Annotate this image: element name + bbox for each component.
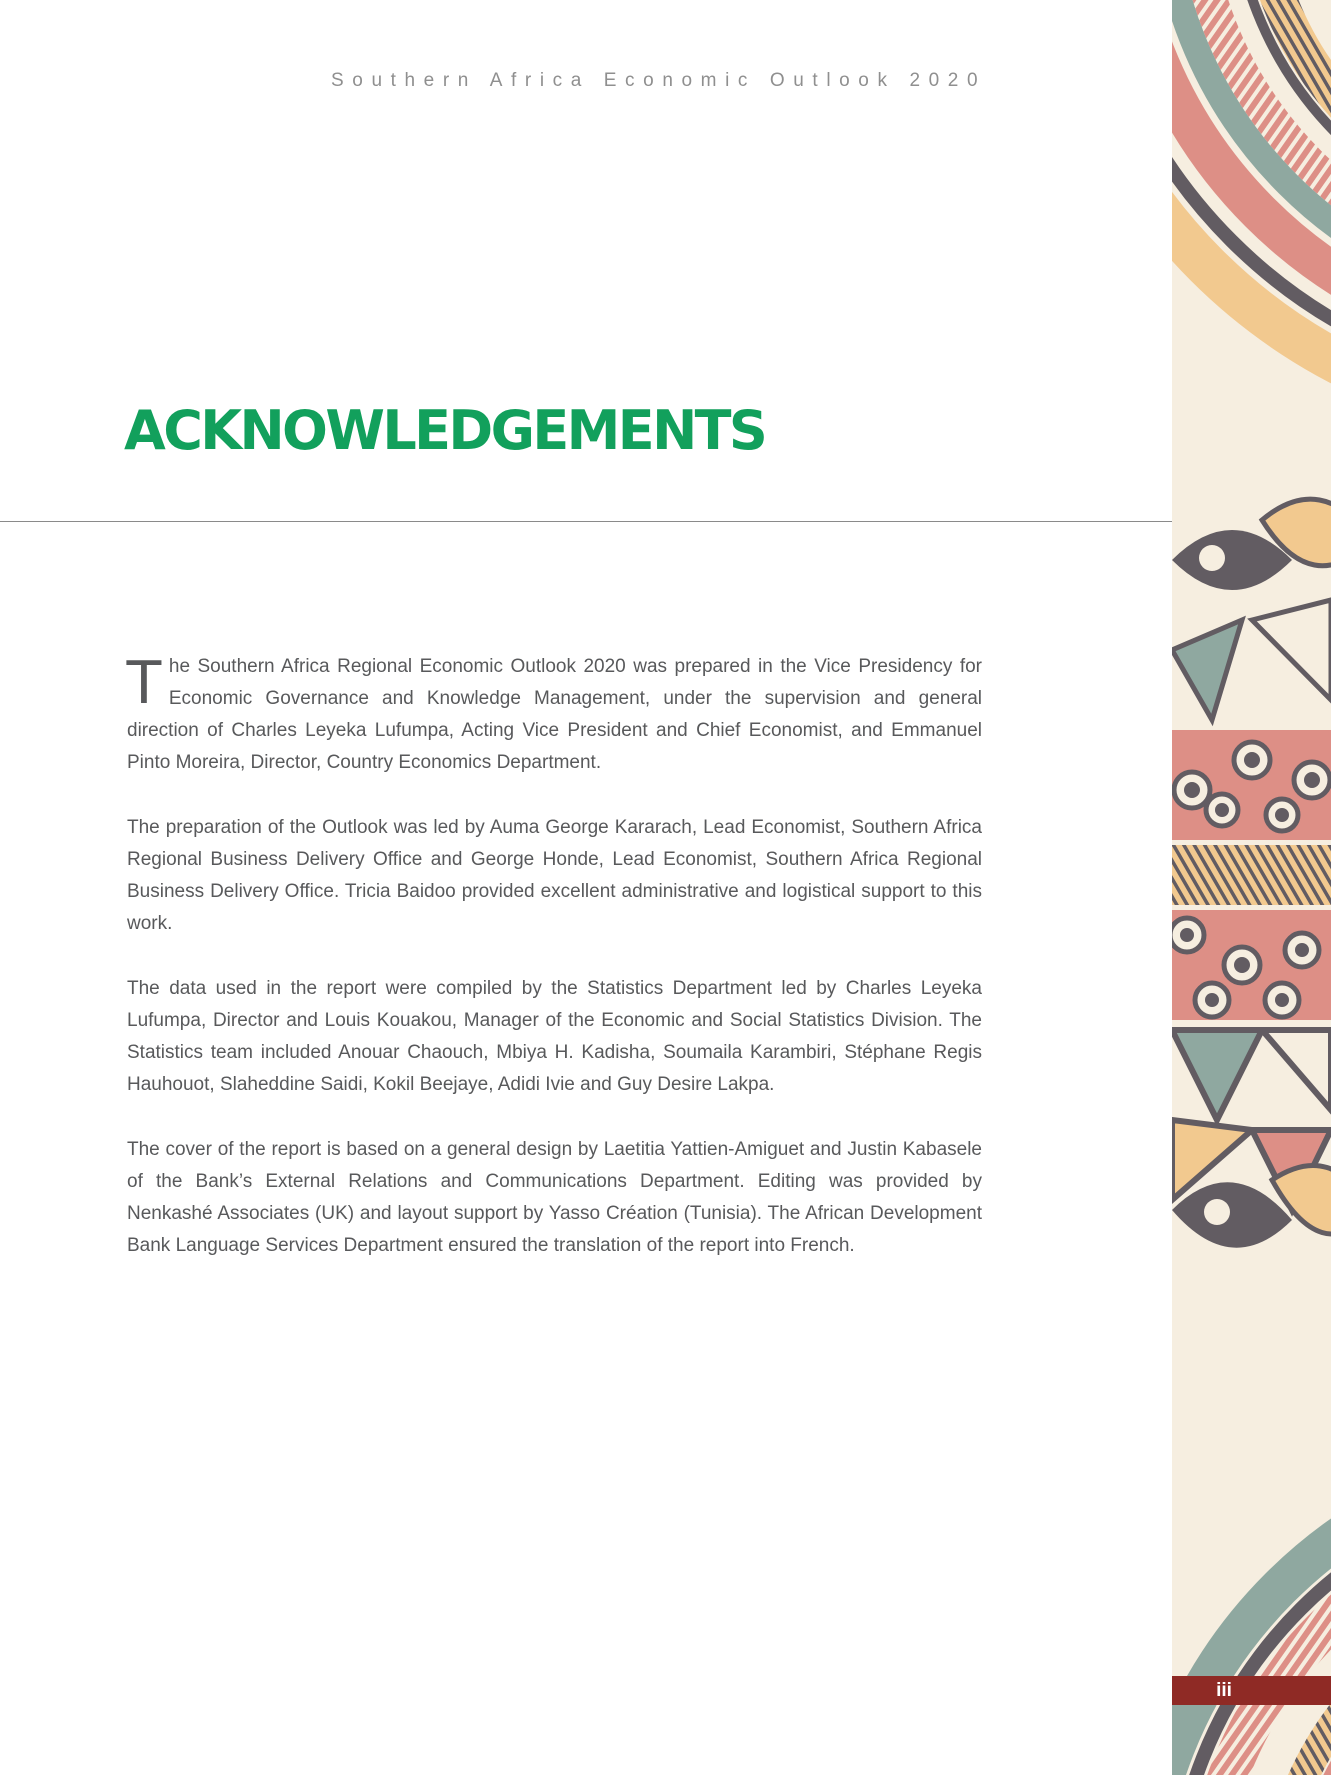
page-number: iii <box>1216 1680 1232 1701</box>
decorative-pattern-strip <box>1172 0 1331 1775</box>
tribal-pattern-image <box>1172 0 1331 1775</box>
paragraph-3: The data used in the report were compiled by the Statistics Department led by Charles Leyeka Lufumpa, Director and Louis Kouakou, Manager of the Economic and Social Statistics Division. The Statistics team included Anouar Chaouch, Mbiya H. Kadisha, Soumaila Karambiri, Stéphane Regis Hauhouot, Slaheddine Saidi, Kokil Beejaye, Adidi Ivie and Guy Desire Lakpa. <box>127 978 982 1095</box>
paragraph-2: The preparation of the Outlook was led by Auma George Kararach, Lead Economist, Southern Africa Regional Business Delivery Office and George Honde, Lead Economist, Southern Africa Regional Business Delivery Office. Tricia Baidoo provided excellent administrative and logistical support to this work. <box>127 817 982 934</box>
running-header: Southern Africa Economic Outlook 2020 <box>331 70 987 91</box>
drop-cap: T <box>125 648 163 717</box>
paragraph-1-text: he Southern Africa Regional Economic Outlook 2020 was prepared in the Vice Presidency for Economic Governance and Knowledge Management, under the supervision and general direction of Charles Leyeka Lufumpa, Acting Vice President and Chief Economist, and Emmanuel Pinto Moreira, Director, Country Economics Department. <box>127 656 982 773</box>
page-title: ACKNOWLEDGEMENTS <box>124 399 766 462</box>
page-number-bar <box>1172 1676 1331 1705</box>
title-divider <box>0 521 1172 522</box>
paragraph-1 <box>125 648 982 779</box>
paragraph-4: The cover of the report is based on a general design by Laetitia Yattien-Amiguet and Justin Kabasele of the Bank’s External Relations and Communications Department. Editing was provided by Nenkashé Associates (UK) and layout support by Yasso Création (Tunisia). The African Development Bank Language Services Department ensured the translation of the report into French. <box>127 1139 982 1256</box>
body-text <box>125 648 982 1295</box>
